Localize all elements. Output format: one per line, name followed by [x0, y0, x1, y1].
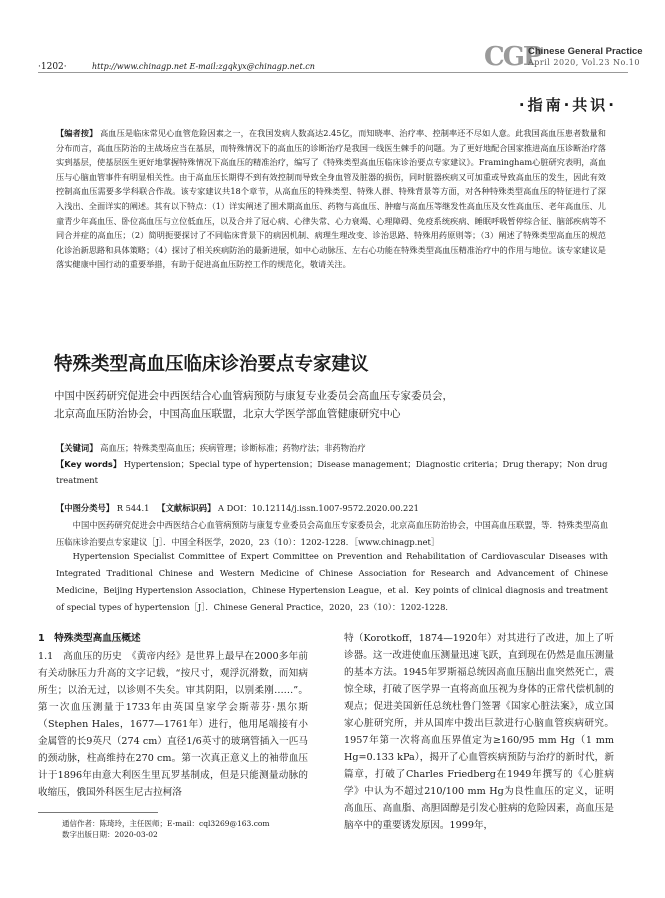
class-label: 【中图分类号】: [56, 503, 115, 513]
classification-line: [56, 500, 608, 517]
journal-logo: [484, 42, 643, 72]
body-left-column: 1.1 高血压的历史 《黄帝内经》是世界上最早在2000多年前有关动脉压力升高的文字记载，“按尺寸，观浮沉滑数，而知病所生；以治无过，以诊则不失矣。审其阴阳，以别柔刚……”。第一次血压测量于1733年由英国皇家学会斯蒂芬·黑尔斯（Stephen Hales，1677—1761年）进行，他用尾端接有小金属管的长9英尺（274 cm）直径1/6英寸的玻璃管插入一匹马的颈动脉，柱高维持在270 cm。第一次真正意义上的袖带血压计于1896年由意大利医生里瓦罗基制成，但是只能测量动脉的收缩压，俄国外科医生尼古拉柯洛: [38, 651, 308, 798]
editor-note-text: 高血压是临床常见心血管危险因素之一，在我国发病人数高达2.45亿，而知晓率、治疗率、控制率还不尽如人意。此我国高血压患者数量和分布而言，高血压防治的主战场应当在基层，而特殊情况下的高血压的诊断治疗是我国一线医生棘手的问题。为了更好地配合国家推进高血压诊断治疗落实到基层，使基层医生更好地掌握特殊情况下高血压的精准治疗，编写了《特殊类型高血压临床诊治要点专家建议》。Framingham心脏研究表明，高血压与心脑血管事件有明显相关性。由于高血压长期得不到有效控制而导致全身血管及脏器的损伤，同时脏器疾病又可加重或导致高血压的发生，因此有效控制高血压需要多学科联合作战。该专家建议共18个章节，从高血压的特殊类型、特殊人群、特殊背景等方面，对各种特殊类型高血压的特征进行了深入浅出、全面详实的阐述。其有以下特点：（1）详实阐述了围术期高血压、药物与高血压、肿瘤与高血压等继发性高血压及女性高血压、老年高血压、儿童青少年高血压、卧位高血压与立位低血压，以及合并了冠心病、心律失常、心力衰竭、心理障碍、免疫系统疾病、睡眠呼吸暂停综合征、脑部疾病等不同合并症的高血压；（2）简明扼要探讨了不同临床背景下的病因机制、病理生理改变、诊治思路、特殊用药原则等；（3）阐述了特殊类型高血压的规范化诊治新思路和具体策略；（4）探讨了相关疾病防治的最新进展，如中心动脉压、左右心功能在特殊类型高血压精准治疗中的作用与地位。该专家建议是落实健康中国行动的重要举措，有助于促进高血压防控工作的规范化，敬请关注。: [56, 128, 606, 270]
logo-mark: CGP: [484, 42, 541, 72]
header-rule: [38, 72, 628, 73]
section-heading: 1 特殊类型高血压概述: [38, 633, 141, 644]
page-number: ·1202·: [38, 62, 67, 72]
article-title: 特殊类型高血压临床诊治要点专家建议: [54, 354, 369, 375]
journal-name: Chinese General Practice: [528, 46, 643, 57]
authors-line-2: 北京高血压防治协会，中国高血压联盟，北京大学医学部血管健康研究中心: [54, 408, 401, 420]
citation-cn-text: 中国中医药研究促进会中西医结合心血管病预防与康复专业委员会高血压专家委员会，北京高血压防治协会，中国高血压联盟，等．特殊类型高血压临床诊治要点专家建议［J］．中国全科医学，2020，23（10）：1202-1228．［www.chinagp.net］: [56, 520, 608, 547]
citation-en: Hypertension Specialist Committee of Expert Committee on Prevention and Rehabilitation of Cardiovascular Diseases with Integrated Traditional Chinese and Western Medicine of Chinese Association for Research and Advancement of Chinese Medicine，Beijing Hypertension Association，Chinese Hypertension League，et al．Key points of clinical diagnosis and treatment of special types of hypertension［J］．Chinese General Practice，2020，23（10）：1202-1228．: [56, 551, 608, 612]
footnote-rule: [38, 812, 158, 813]
issue-info: April 2020, Vol.23 No.10: [528, 58, 640, 67]
citation-cn: [56, 500, 608, 551]
footnote-date: 数字出版日期：2020-03-02: [62, 830, 158, 839]
body-right-column: 特（Korotkoff，1874—1920年）对其进行了改进，加上了听诊器。这一改进使血压测量迅速飞跃，直到现在仍然是血压测量的基本方法。1945年罗斯福总统因高血压脑出血突然死亡，震惊全球，打破了医学界一直将高血压视为身体的正常代偿机制的观点；促进美国新任总统杜鲁门签署《国家心脏法案》，成立国家心脏研究所，并从国库中拨出巨款进行心脑血管疾病研究。1957年第一次将高血压界值定为≥160/95 mm Hg（1 mm Hg=0.133 kPa），揭开了心血管疾病预防与治疗的新时代，新篇章，打破了Charles Friedberg在1949年撰写的《心脏病学》中认为不超过210/100 mm Hg为良性血压的定义，证明高血压、高血脂、高胆固醇是引发心脏病的危险因素，高血压是脑卒中的重要诱发原因。1999年，: [344, 633, 614, 831]
column-label: ·指南·共识·: [518, 96, 617, 114]
journal-links[interactable]: http://www.chinagp.net E-mail:zgqkyx@chinagp.net.cn: [92, 62, 315, 71]
keywords-en-label: 【Key words】: [56, 459, 122, 469]
doc-label: 【文献标识码】: [157, 503, 216, 513]
keywords-en: [56, 456, 608, 488]
authors: [54, 387, 614, 423]
footnote: [62, 818, 270, 840]
editor-note: [56, 126, 606, 272]
class-value: R 544.1: [116, 503, 150, 513]
authors-line-1: 中国中医药研究促进会中西医结合心血管病预防与康复专业委员会高血压专家委员会，: [54, 390, 453, 402]
keywords-cn-text: 高血压；特殊类型高血压；疾病管理；诊断标准；药物疗法；非药物治疗: [100, 443, 366, 453]
doc-value: A DOI：10.12114/j.issn.1007-9572.2020.00.221: [218, 503, 419, 513]
keywords-cn: [56, 440, 608, 456]
keywords-block: [56, 440, 608, 488]
keywords-cn-label: 【关键词】: [56, 443, 98, 453]
keywords-en-text: Hypertension；Special type of hypertension；Disease management；Diagnostic criteria；Drug therapy；Non drug treatment: [56, 459, 608, 485]
editor-note-label: 【编者按】: [56, 128, 98, 138]
footnote-corresponding: 通信作者：陈琦玲，主任医师；E-mail：cql3269@163.com: [62, 819, 270, 828]
